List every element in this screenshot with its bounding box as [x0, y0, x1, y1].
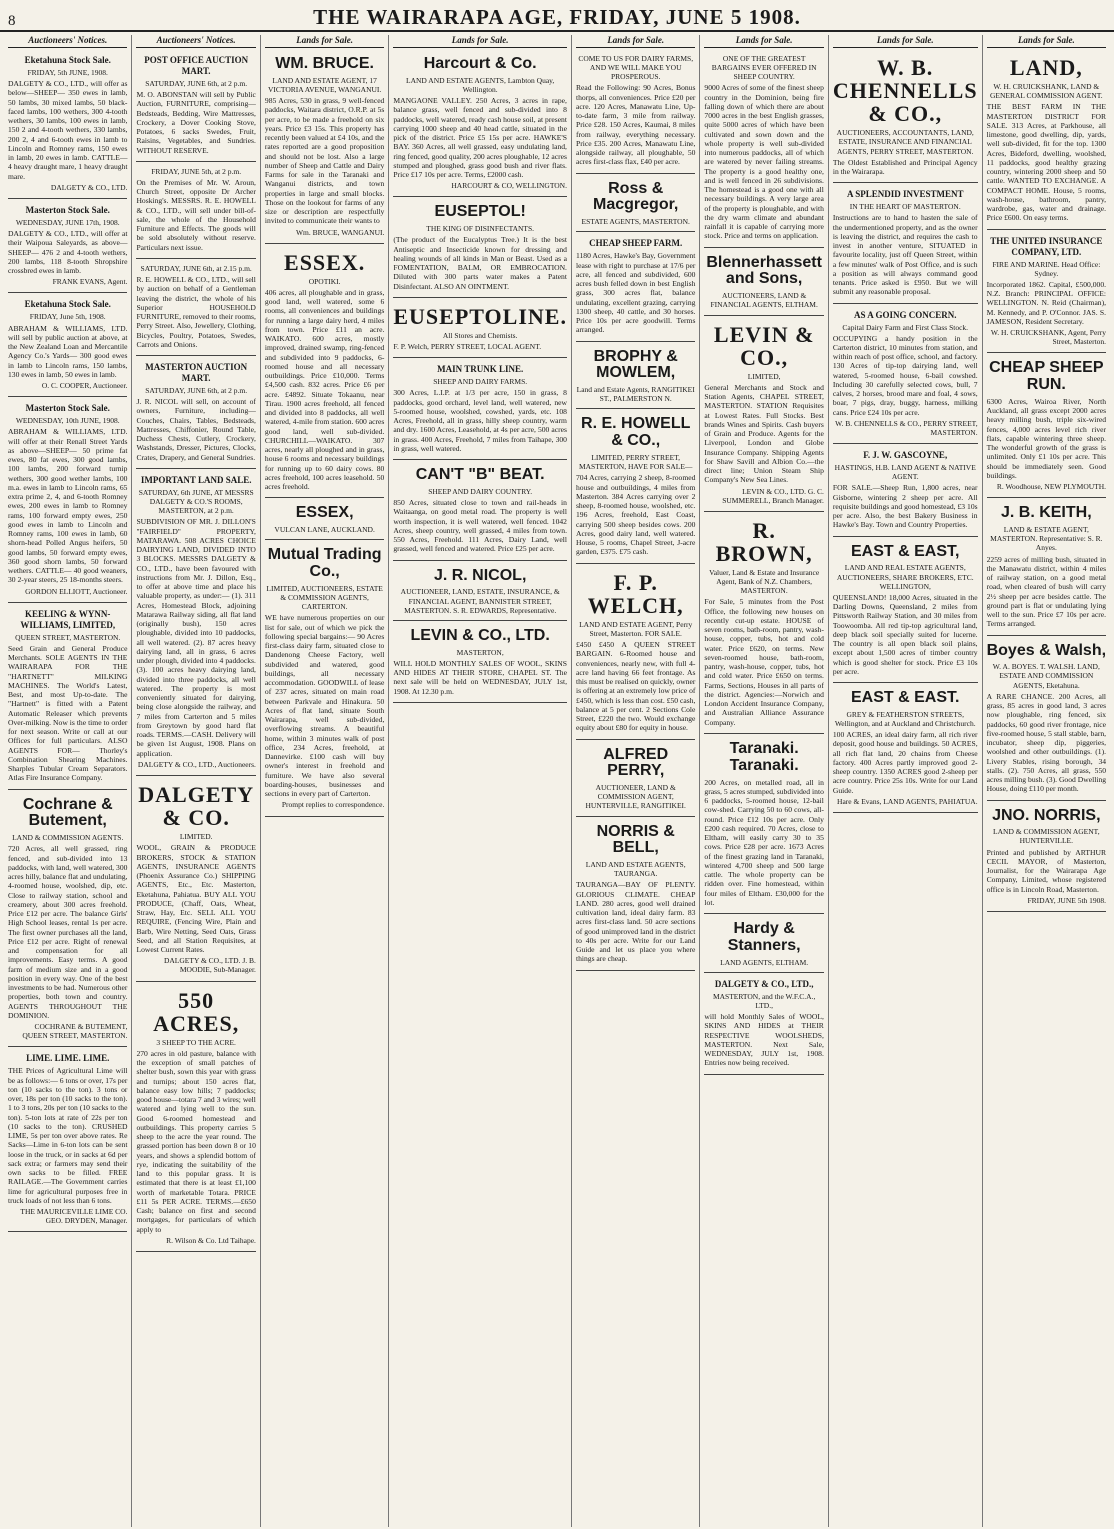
- ad-title: ALFRED PERRY,: [603, 745, 669, 780]
- ad-signature: Prompt replies to correspondence.: [281, 800, 385, 810]
- advertisement: [704, 250, 823, 316]
- ad-subtitle: LIMITED, PERRY STREET, MASTERTON, HAVE FOR SALE—: [578, 453, 693, 472]
- ad-title: Hardy & Stanners,: [727, 920, 801, 954]
- ad-title: CHEAP SHEEP RUN.: [989, 359, 1104, 394]
- ad-body: DALGETY & CO., LTD., will offer at their Waipoua Saleyards, as above—SHEEP— 476 2 and 4-tooth wethers, 200 lambs, 118 8-tooth Shropshire crossbred ewes in lamb.: [8, 229, 128, 276]
- ad-body: Printed and published by ARTHUR CECIL MAYOR, of Masterton, Journalist, for the Wairarapa Age Company, Limited, whose registered office is in Lincoln Road, Masterton.: [986, 847, 1107, 894]
- advertisement: [704, 514, 823, 734]
- ad-signature: Wm. BRUCE, WANGANUI.: [295, 227, 385, 237]
- ad-subtitle: All Stores and Chemists.: [442, 330, 518, 340]
- ad-body: 1180 Acres, Hawke's Bay, Government lease with right to purchase at 17/6 per acre, all fenced and subdivided, 600 acres bush felled down in best English grass, 300 acres flat, balance undulating, excellent grazing, carrying 1300 sheep, 40 cattle, and 30 horses. Price 10s per acre goodwill. Terms arranged.: [575, 251, 696, 335]
- column-1: [4, 35, 132, 1527]
- ad-title: IMPORTANT LAND SALE.: [140, 474, 252, 485]
- ad-subtitle: SATURDAY, 6th JUNE, AT MESSRS DALGETY & CO.'S ROOMS, MASTERTON, at 2 p.m.: [138, 487, 254, 516]
- ad-title: MASTERTON AUCTION MART.: [145, 362, 248, 384]
- ad-title: Eketahuna Stock Sale.: [24, 54, 111, 65]
- ad-body: Instructions are to hand to hasten the sale of the undermentioned property, and as the owner is leaving the district, and requires the cash to invest in another venture, SITUATED in favourite locality, just off Queen Street, within a few minutes' walk of Post Office, and is such a position as will always command good tenants. Price asked is £950. But we will submit any reasonable proposal.: [832, 213, 978, 297]
- ad-subtitle: FRIDAY, June 5th, 1908.: [29, 312, 106, 322]
- advertisement: [576, 234, 695, 341]
- ad-title: R. E. HOWELL & CO.,: [581, 415, 691, 450]
- advertisement: [393, 300, 567, 358]
- advertisement: [833, 446, 978, 537]
- ad-subtitle: THE KING OF DISINFECTANTS.: [426, 224, 535, 234]
- column-heading: Lands for Sale.: [393, 35, 567, 48]
- ad-subtitle: LAND AND ESTATE AGENT, Perry Street, Masterton. FOR SALE.: [579, 619, 693, 638]
- ad-subtitle: OPOTIKI.: [308, 276, 341, 286]
- ad-body: 270 acres in old pasture, balance with the exception of small patches of shelter bush, sown this year with grass and turnips; about 150 acres flat, balance easy low hills; 7 paddocks; good house—totara 7 and 3 wires; well watered and lying well to the sun. Good 6-roomed homestead and outbuildings. This property carries 5 sheep to the acre the year round. The grassed portion has been down 8 or 10 years, and shows a splendid bottom of rye, indicating the suitability of the land to this popular grass. It is estimated that there is at least £1,100 worth of marketable Totara. PRICE £11 5s PER ACRE. TERMS.—£650 Cash; balance on first and second mortgages, for particulars of which apply to: [136, 1048, 256, 1234]
- ad-title: EAST & EAST.: [851, 689, 960, 707]
- ad-signature: O. C. COOPER, Auctioneer.: [41, 381, 128, 391]
- ad-subtitle: W. H. CRUICKSHANK, LAND & GENERAL COMMISSION AGENT.: [989, 82, 1103, 101]
- ad-title: F. J. W. GASCOYNE,: [863, 450, 948, 461]
- advertisement: [704, 736, 823, 914]
- ad-title: AS A GOING CONCERN.: [853, 309, 957, 320]
- ad-subtitle: Valuer, Land & Estate and Insurance Agent, Bank of N.Z. Chambers, MASTERTON.: [709, 568, 820, 596]
- ad-title: EUSEPTOL!: [434, 203, 526, 221]
- ad-subtitle: LAND AND ESTATE AGENTS, Lambton Quay, Wellington.: [406, 75, 555, 94]
- advertisement: [987, 803, 1106, 912]
- advertisement: [393, 462, 567, 560]
- advertisement: [704, 318, 823, 512]
- advertisement: [136, 358, 255, 469]
- ad-body: R. E. HOWELL & CO., LTD., will sell by auction on behalf of a Gentleman leaving the district, the whole of his Superior HOUSEHOLD FURNITURE, removed to their rooms, Perry Street. Also, Jewellery, Clothing, Bicycles, Poultry, Potatoes, Swedes, Carrots and Onions.: [136, 275, 256, 349]
- ad-title: JNO. NORRIS,: [992, 806, 1101, 824]
- advertisement: [987, 638, 1106, 801]
- column-2: [132, 35, 260, 1527]
- ad-subtitle: AUCTIONEER, LAND, ESTATE, INSURANCE, & FINANCIAL AGENT, BANNISTER STREET, MASTERTON. S. R. EDWARDS, Representative.: [400, 587, 560, 615]
- masthead: [0, 0, 1114, 32]
- column-7: [829, 35, 983, 1527]
- advertisement: [8, 51, 127, 199]
- ad-signature: HARCOURT & CO, WELLINGTON.: [451, 181, 567, 191]
- ad-title: WM. BRUCE.: [275, 54, 374, 72]
- ad-subtitle: SATURDAY, JUNE 6th, at 2 p.m.: [145, 386, 248, 396]
- page-number: 8: [8, 13, 16, 29]
- ad-signature: DALGETY & CO., LTD. J. B. MOODIE, Sub-Manager.: [163, 956, 256, 975]
- ad-title: ESSEX,: [295, 504, 354, 522]
- advertisement: [265, 246, 384, 499]
- ad-subtitle: VULCAN LANE, AUCKLAND.: [274, 525, 375, 535]
- ad-signature: GORDON ELLIOTT, Auctioneer.: [25, 586, 128, 596]
- ad-title: Boyes & Walsh,: [986, 641, 1107, 659]
- column-heading: Lands for Sale.: [576, 35, 695, 48]
- ad-body: A RARE CHANCE. 200 Acres, all grass, 85 acres in good land, 3 acres now ploughable, ring fenced, six paddocks, 60 good river frontage, nice five-roomed house, 5 stall stable, barn, incubator, sheep dip, piggeries, woolshed and other outbuildings. (1). Livery Stables, rising borough, 34 stalls. (2). 750 Acres, all grass, 550 acres milling bush. (3). Good Dwelling House, doing £110 per month.: [986, 691, 1107, 794]
- ad-title: EUSEPTOLINE.: [393, 303, 567, 329]
- ad-subtitle: QUEEN STREET, MASTERTON.: [15, 632, 121, 642]
- advertisement: [987, 51, 1106, 230]
- advertisement: [704, 975, 823, 1075]
- advertisement: [8, 792, 127, 1048]
- ad-subtitle: LAND & COMMISSION AGENT, HUNTERVILLE.: [993, 827, 1100, 846]
- ad-subtitle: IN THE HEART OF MASTERTON.: [849, 202, 961, 212]
- advertisement: [8, 295, 127, 397]
- ad-body: QUEENSLAND! 18,000 Acres, situated in the Darling Downs, Queensland, 2 miles from Pittsworth Railway Station, and 30 miles from Toowoomba. All red tip-top agricultural land, deep black soil specially suited for lucerne. The country is all open black soil plains, except about 1,500 acres of timber country which is good shelter for stock. Price £3 10s per acre.: [832, 592, 978, 676]
- ad-title: MAIN TRUNK LINE.: [437, 364, 524, 375]
- ad-subtitle: LAND AND ESTATE AGENTS, TAURANGA.: [585, 860, 686, 879]
- advertisement: [136, 51, 255, 162]
- ad-body: 985 Acres, 530 in grass, 9 well-fenced paddocks, Waitara district, O.R.P. at 5s per acre, to be made a freehold on six years. Price £3 15s. This property has recently been valued at £4 10s, and the rates reported are a good proposition and should not be lost. Also a large number of Sheep and Cattle and Dairy Farms for sale in the Taranaki and Wanganui districts, and town properties in large and small blocks. Those on the lookout for farms of any size or description are respectfully invited to communicate their wants to: [264, 96, 385, 226]
- advertisement: [8, 1049, 127, 1232]
- column-heading: Lands for Sale.: [987, 35, 1106, 48]
- ad-body: DALGETY & CO., LTD., will offer as below—SHEEP— 350 ewes in lamb, 50 lambs, 30 mixed lambs, 50 black-faced lambs, 100 wethers, 300 4-tooth wethers, 30 lambs, 100 ewes in lamb, 150 2 and 4-tooth wethers, 330 lambs, 200 2, 4 and 6-tooth ewes in lamb to Lincoln and Romney rams, 150 ewes in lamb, 20 ewes in lamb. CATTLE— 4 heavy draught mare, 1 heavy draught mare.: [8, 79, 128, 181]
- advertisement: [833, 306, 978, 445]
- ad-body: 704 Acres, carrying 2 sheep, 8-roomed house and outbuildings, 4 miles from Masterton. 384 Acres carrying over 2 sheep, 8-roomed house, woolshed, etc. 196 Acres, freehold, East Coast, carrying 500 sheep besides cows. 200 Acres, good dairy land, well watered. House, 5 rooms, Chapel Street, J-acre garden, £375. £75 cash.: [575, 473, 696, 557]
- ad-signature: LEVIN & CO., LTD. G. C. SUMMERELL, Branch Manager.: [722, 486, 824, 505]
- ad-title: Ross & Macgregor,: [593, 179, 679, 214]
- ad-subtitle: AUCTIONEER, LAND & COMMISSION AGENT, HUNTERVILLE, RANGITIKEI.: [585, 783, 686, 811]
- ad-body: will hold Monthly Sales of WOOL, SKINS AND HIDES at THEIR RESPECTIVE WOOLSHEDS, MASTERTON. Next Sale, WEDNESDAY, JULY 1st, 1908. Entries now being received.: [704, 1012, 824, 1068]
- advertisement: [704, 916, 823, 973]
- ad-subtitle: LAND & COMMISSION AGENTS.: [12, 833, 124, 843]
- advertisement: [987, 232, 1106, 354]
- ad-title: NORRIS & BELL,: [596, 822, 675, 857]
- advertisement: [833, 51, 978, 183]
- ad-signature: W. B. CHENNELLS & CO., PERRY STREET, MASTERTON.: [835, 418, 978, 438]
- ad-subtitle: LAND AND ESTATE AGENT, 17 VICTORIA AVENUE, WANGANUI.: [267, 75, 382, 94]
- ad-body: For Sale, 5 minutes from the Post Office, the following new houses on recently cut-up estate. HOUSE of seven rooms, bath-room, pantry, wash-house, copper, tubs, hot and cold water. Price £620, on terms. New seven-roomed house, bath-room, pantry, wash-house, copper, tubs, hot and cold water. Price £650 on terms. Farms, Sections, Houses in all parts of the district. Agencies:—Norwich and London Accident Insurance Company, and Australian Alliance Assurance Company.: [704, 597, 824, 727]
- ad-subtitle: SHEEP AND DAIRY FARMS.: [433, 377, 528, 387]
- ad-body: TAURANGA—BAY OF PLENTY. GLORIOUS CLIMATE. CHEAP LAND. 280 acres, good well drained cultivation land, ideal dairy farm. 83 acres first-class land. 50 acre sections of good unimproved land in the district to 40s per acre. Write for our Land Guide and let us place you where things are cheap.: [575, 880, 696, 964]
- ad-subtitle: LAND AGENTS, ELTHAM.: [720, 957, 809, 967]
- ad-body: 406 acres, all ploughable and in grass, good land, well watered, some 6 rooms, all conveniences and buildings for running a large dairy herd, 4 miles from town. Price £11 an acre. WAIKATO. 600 acres, mostly improved, drained swamp, ring-fenced and subdivided into 9 paddocks, 6-roomed house and all necessary outbuildings. Price £10,000. Terms £4,500 cash. 832 acres. Price £6 per acre. £4892. Situate Tokaanu, near Tirau. 1900 acres freehold, all fenced and divided into 8 paddocks, all well watered, 4-mile from station. 600 acres good land, well sub-divided. CHURCHILL—WAIKATO. 307 acres, nearly all ploughed and in grass, house 6 rooms and necessary buildings for running up to 60 dairy cows. 80 acres freehold, 100 acres leasehold. 50 acres freehold.: [264, 287, 385, 492]
- ad-subtitle: Capital Dairy Farm and First Class Stock.: [842, 322, 969, 332]
- ad-subtitle: GREY & FEATHERSTON STREETS, Wellington, and at Auckland and Christchurch.: [834, 709, 976, 729]
- advertisement: [265, 542, 384, 816]
- advertisement: [136, 471, 255, 776]
- ad-body: 2259 acres of milling bush, situated in the Manawatu district, within 4 miles of railway station, on a good metal road, when cleared of bush will carry 2½ sheep per acre besides cattle. The ground part is flat or undulating lying well to the sun. Price £7 10s per acre. Terms arranged.: [986, 554, 1107, 629]
- ad-body: Incorporated 1862. Capital, £500,000. N.Z. Branch: PRINCIPAL OFFICE: WELLINGTON. N. Reid (Chairman), M. Kennedy, and P. O'Connor. JAS. S. JAMESON, Resident Secretary.: [986, 279, 1107, 326]
- ad-body: 100 ACRES, an ideal dairy farm, all rich river deposit, good house and buildings. 50 ACRES, all rich flat land, 20 chains from Cheese factory. 400 Acres partly improved good 2-sheep country. 1350 ACRES good 2-sheep per acre country. Price 25s 10s. Write for our Land Guide.: [832, 730, 978, 795]
- advertisement: [576, 176, 695, 233]
- advertisement: [8, 399, 127, 603]
- ad-title: J. B. KEITH,: [1000, 504, 1092, 522]
- advertisement: [136, 261, 255, 356]
- ad-title: LEVIN & CO.,: [713, 321, 815, 370]
- ad-title: Eketahuna Stock Sale.: [24, 299, 111, 310]
- ad-title: Harcourt & Co.: [423, 54, 537, 72]
- ad-title: EAST & EAST,: [851, 542, 960, 560]
- ad-body: THE Prices of Agricultural Lime will be as follows:— 6 tons or over, 17s per ton (10 sacks to the ton). 3 tons or over, 18s per ton (10 sacks to the ton). 1 to 3 tons, 20s per ton (10 sacks to the ton). 5-ton lots at rate of 22s per ton (10 sacks to the ton). CRUSHED LIME, 5s per ton over above rates. Re Sacks—Lime in 6-ton lots can be sent loose in the truck, or in sacks at 6d per sack extra; or farmers may send their own sacks to be filled. FREE RAILAGE.—The Government carries lime for agricultural purposes free in truck loads of not less than 6 tons.: [8, 1066, 128, 1205]
- advertisement: [987, 355, 1106, 498]
- column-4: [389, 35, 572, 1527]
- ad-body: The Oldest Established and Principal Agency in the Wairarapa.: [832, 157, 978, 176]
- ad-signature: THE MAURICEVILLE LIME CO. GEO. DRYDEN, Manager.: [20, 1207, 128, 1226]
- ad-body: F. P. Welch, PERRY STREET, LOCAL AGENT.: [393, 342, 542, 352]
- advertisement: [393, 199, 567, 297]
- advertisement: [265, 51, 384, 244]
- advertisement: [833, 539, 978, 683]
- newspaper-title: THE WAIRARAPA AGE, FRIDAY, JUNE 5 1908.: [313, 5, 801, 29]
- ad-title: LAND,: [1009, 54, 1083, 80]
- ad-subtitle: LIMITED.: [179, 832, 213, 842]
- ad-signature: Hare & Evans, LAND AGENTS, PAHIATUA.: [837, 796, 978, 806]
- ad-title: Masterton Stock Sale.: [25, 403, 110, 414]
- ad-signature: DALGETY & CO., LTD.: [50, 182, 128, 192]
- ad-subtitle: AUCTIONEERS, ACCOUNTANTS, LAND, ESTATE, INSURANCE AND FINANCIAL AGENTS, PERRY STREET, MASTERTON.: [836, 128, 974, 156]
- advertisement: [265, 500, 384, 540]
- ad-body: 850 Acres, situated close to town and rail-heads in Waitaanga, on good metal road. The property is well worth inspection, it is well watered, well fenced. 1042 Acres, sheep country, well grassed, 4 miles from town. 550 Acres, Freehold. 111 Acres, Dairy Land, well grassed, well fenced and watered. Price £25 per acre.: [393, 498, 567, 554]
- ad-body: On the Premises of Mr. W. Aroun, Church Street, opposite Dr Archer Hosking's. MESSRS. R. E. HOWELL & CO., LTD., will sell under bill-of-sale, the whole of the Household Furniture and Effects. The goods will be sold absolutely without reserve. Particulars next issue.: [136, 177, 256, 252]
- ad-body: M. O. ABONSTAN will sell by Public Auction, FURNITURE, comprising—Bedsteads, Bedding, Wire Mattresses, Crockery, a Dover Cooking Stove, Potatoes, 6 sacks Swedes, Fruit, Raisins, Vegetables, and Sundries. WITHOUT RESERVE.: [136, 90, 256, 155]
- ad-title: A SPLENDID INVESTMENT: [846, 189, 964, 200]
- ad-signature: FRANK EVANS, Agent.: [52, 277, 128, 287]
- ad-title: Cochrane & Butement,: [22, 795, 113, 830]
- ad-subtitle: Land and Estate Agents, RANGITIKEI ST., PALMERSTON N.: [576, 385, 695, 404]
- ad-subtitle: AUCTIONEERS, LAND & FINANCIAL AGENTS, ELTHAM.: [710, 291, 818, 310]
- advertisement: [576, 566, 695, 740]
- ad-body: ABRAHAM & WILLIAMS, LTD. will offer at their Renall Street Yards as above—SHEEP— 50 prime fat ewes, 80 fat ewes, 300 good lambs, 100 lambs, 200 forward turnip wethers, 300 good wether lambs, 100 m.a. ewes in lamb to Lincoln rams, 65 extra prime 2, 4, and 6-tooth Romney ewes, 200 ewes in lamb to Romney rams, 100 forward empty ewes, 250 good ewes in lamb to Lincoln and Romney rams, 100 ewes in lamb, 60 shorn-head Polled Angus heifers, 50 good lambs, 50 forward empty ewes, 360 good shorn lambs, 50 forward wethers. CATTLE— 40 good weaners, 30 2-year steers, 25 18-months steers.: [8, 427, 128, 585]
- ad-body: Read the Following: 90 Acres, Bonus thorps, all conveniences. Price £20 per acre. 120 Acres, Manawatu Line, Up-to-date farm, 3 mile from railway. Price £28. 150 Acres, Kaumai, 8 miles from railway, everything necessary. Price £35. 200 Acres, Manawatu Line, alongside railway, all ploughable, 50 acres first-class flax, £40 per acre.: [575, 83, 696, 167]
- ad-body: THE BEST FARM IN THE MASTERTON DISTRICT FOR SALE. 313 Acres, at Parkhouse, all limestone, good dwelling, dip, yards, well sub-divided, fit for the top. 1300 Acres, Bideford, dwelling, woolshed, 11 paddocks, good healthy grazing country, wintering 2000 sheep and 50 cattle. WANTED TO EXCHANGE. A COMPACT HOME. House, 5 rooms, wash-house, bathroom, pantry, wardrobe, gas, water and drainage. Price £600. On easy terms.: [986, 102, 1107, 223]
- ad-subtitle: SATURDAY, JUNE 6th, at 2.15 p.m.: [140, 263, 252, 273]
- ad-body: General Merchants and Stock and Station Agents, CHAPEL STREET, MASTERTON. STATION Requisites at Lowest Rates. Full Stocks. Best brands Wines and Spirits. Cash buyers of Grain and Produce. Agents for the Liverpool, London and Globe Insurance Company. Shipping Agents for Shaw Savill and Albion Co.—the direct line; Union Steam Ship Company's New Sea Lines.: [704, 382, 824, 485]
- ad-subtitle: LAND & ESTATE AGENT, MASTERTON. Representative: S. R. Anyes.: [990, 525, 1103, 553]
- ad-subtitle: ESTATE AGENTS, MASTERTON.: [581, 217, 690, 227]
- ad-title: J. R. NICOL,: [433, 566, 527, 584]
- ad-signature: R. Woodhouse, NEW PLYMOUTH.: [996, 482, 1107, 492]
- ad-signature: W. H. CRUICKSHANK, Agent, Perry Street, Masterton.: [990, 328, 1107, 347]
- ad-subtitle: LAND AND REAL ESTATE AGENTS, AUCTIONEERS, SHARE BROKERS, ETC. WELLINGTON,: [836, 563, 974, 591]
- advertisement: [8, 605, 127, 790]
- ad-subtitle: COME TO US FOR DAIRY FARMS, AND WE WILL MAKE YOU PROSPEROUS.: [578, 53, 694, 82]
- ad-title: DALGETY & CO.: [138, 781, 255, 831]
- ad-title: F. P. WELCH,: [587, 569, 684, 618]
- ad-body: 9000 Acres of some of the finest sheep country in the Dominion, being fire falling down of which there are about 7000 acres in the best English grasses, quite 5000 acres of which have been cultivated and sown down and the whole property is well sub-divided into numerous paddocks, all of which are watered by never failing streams. The property is a good healthy one, and is well fenced in 26 subdivisions. The homestead is a good one with all necessary buildings. A very large area of the property is ploughable, and with the dry warm climate and abundant rainfall it is capable of carrying more stock. Price and terms on application.: [704, 83, 824, 241]
- ad-subtitle: SATURDAY, JUNE 6th, at 2 p.m.: [145, 78, 248, 88]
- ad-subtitle: ONE OF THE GREATEST BARGAINS EVER OFFERED IN SHEEP COUNTRY.: [711, 53, 817, 82]
- ad-body: WOOL, GRAIN & PRODUCE BROKERS, STOCK & STATION AGENTS, INSURANCE AGENTS (Phoenix Assurance Co.) SHIPPING AGENTS, Etc., Etc. Masterton, Eketahuna, Pahiatua. BUY ALL YOU PRODUCE, (Chaff, Oats, Wheat, Straw, Hay, Etc. SELL ALL YOU REQUIRE, (Fencing Wire, Plain and Barb, Wire Netting, Seed Oats, Grass Seed, and all Station Requisites, at Lowest Current Rates.: [136, 843, 256, 955]
- ad-title: Masterton Stock Sale.: [25, 204, 110, 215]
- ad-title: R. BROWN,: [715, 517, 813, 566]
- ad-subtitle: WEDNESDAY, JUNE 17th, 1908.: [15, 217, 120, 227]
- ad-signature: DALGETY & CO., LTD., Auctioneers.: [137, 759, 256, 769]
- advertisement: [576, 344, 695, 410]
- column-heading: Lands for Sale.: [265, 35, 384, 48]
- ad-title: ESSEX.: [284, 249, 366, 275]
- advertisement: [576, 411, 695, 563]
- advertisement: [136, 984, 255, 1252]
- advertisement: [987, 500, 1106, 635]
- ad-title: THE UNITED INSURANCE COMPANY, LTD.: [990, 235, 1103, 257]
- ad-subtitle: MASTERTON, and the W.F.C.A., LTD.,: [712, 991, 816, 1010]
- ad-body: 300 Acres, L.I.P. at 1/3 per acre, 150 in grass, 8 paddocks, good orchard, level land, well watered, new 5-roomed house, woolshed, cowshed, yards, etc. 108 Acres, Freehold, all in grass, hilly sheep country, warm and dry. 1600 Acres, Leasehold, at 4s per acre, 500 acres in grass. 400 Acres, Freehold, 7 miles from Taihape, 300 in grass, well watered.: [393, 388, 567, 453]
- ad-subtitle: HASTINGS, H.B. LAND AGENT & NATIVE AGENT.: [834, 463, 976, 482]
- ad-body: SUBDIVISION OF MR. J. DILLON'S "FAIRFIELD" PROPERTY, MATARAWA. 508 ACRES CHOICE DAIRYING LAND, DIVIDED INTO 3 BLOCKS. MESSRS DALGETY & CO., LTD., have been favoured with instructions from Mr. J. Dillon, Esq., to offer at above time and place his valuable property, as under:— (1). 311 Acres, Homestead Block, adjoining Matarawa Railway siding, all flat land (originally bush), 150 acres ploughable, divided into 10 paddocks, all well watered. (2). 87 acres heavy dairying land, all in grass, 6 acres under plough, divided into 4 paddocks. (3). 100 acres heavy dairying land, divided into three paddocks, all well watered. The property is most conveniently situated for dairying, being close alongside the railway, and 7 miles from Carterton and 5 miles from Greytown by good hard flat roads. TERMS.—CASH. Delivery will be given 1st August, 1908. Plans on application.: [136, 517, 256, 758]
- ad-title: KEELING & WYNN-WILLIAMS, LIMITED,: [20, 608, 116, 630]
- advertisement: [393, 51, 567, 197]
- column-6: [700, 35, 828, 1527]
- advertisement: [8, 201, 127, 294]
- column-heading: Lands for Sale.: [833, 35, 978, 48]
- ad-title: LEVIN & CO., LTD.: [410, 626, 550, 644]
- ad-title: Blennerhassett and Sons,: [706, 253, 822, 288]
- ad-signature: COCHRANE & BUTEMENT, QUEEN STREET, MASTERTON.: [22, 1022, 128, 1041]
- ad-subtitle: FRIDAY, 5th JUNE, 1908.: [27, 67, 108, 77]
- ad-body: 6300 Acres, Wairoa River, North Auckland, all grass except 2000 acres heavy milling bush, triple six-wired fences, 4,000 acres level rich river flats, capable wintering three sheep. The wonderful growth of the grass is unlimited. Only £1 10s per acre. This should be immediately seen. Good buildings.: [986, 396, 1107, 480]
- ad-title: Taranaki. Taranaki.: [729, 739, 799, 774]
- ad-title: 550 ACRES,: [153, 987, 240, 1036]
- ad-body: ABRAHAM & WILLIAMS, LTD. will sell by public auction at above, at the New Zealand Loan and Mercantile Agency Co.'s Yards— 300 good ewes in lamb to Lincoln rams, 150 lambs, 130 ewes in lamb, 50 ewes in lamb.: [8, 323, 128, 379]
- advertisement: [576, 742, 695, 817]
- ad-subtitle: WEDNESDAY, 10th JUNE, 1908.: [15, 416, 120, 426]
- ad-body: 200 Acres, on metalled road, all in grass, 5 acres stumped, subdivided into 6 paddocks, 5-roomed house, 12-bail cow-shed. Carrying 50 to 60 cows, all-round. Price £12 10s per acre. Only £200 cash required. 70 Acres, close to Eltham, will easily carry 30 to 35 cows. Price £28 per acre. 1673 Acres of the finest grazing land in Taranaki, wintered 4,700 sheep and 500 large cattle. The whole property can be ridden over. Fine homestead, within four miles of Eltham. £30,000 for the lot.: [704, 777, 824, 907]
- ad-body: (The product of the Eucalyptus Tree.) It is the best Antiseptic and Insecticide known for dressing and healing wounds of all kinds in Man or Beast. Used as a FOMENTATION, BALM, OR EMBROCATION. Diluted with 300 parts water makes a Patent Disinfectant. ALSO AN OINTMENT.: [393, 235, 567, 291]
- ad-title: DALGETY & CO., LTD.,: [714, 978, 814, 989]
- ad-signature: FRIDAY, JUNE 5th 1908.: [1027, 895, 1107, 905]
- ad-subtitle: LIMITED,: [747, 371, 781, 381]
- advertisement: [136, 778, 255, 982]
- ad-body: 720 Acres, all well grassed, ring fenced, and sub-divided into 13 paddocks, with land, well watered, 300 acres hilly, balance flat and undulating, 4-roomed house, woolshed, dip, etc. Close to railway station, school and creamery, about 300 acres freehold. Price £12 per acre. The balance Girls' High School leases, rental 1s per acre. The first owner purchases all the land, Price £12 per acre. Right of renewal and compensation for all improvements. Easy terms. A good farm of medium size and in a good position in every way. One of the best investments to be had. Numerous other properties, both town and country. AGENTS THROUGHOUT THE DOMINION.: [8, 844, 128, 1020]
- advertisement: [136, 164, 255, 259]
- advertisement: [393, 563, 567, 621]
- column-5: [572, 35, 700, 1527]
- ad-body: OCCUPYING a handy position in the Carterton district, 10 minutes from station, and within reach of post office, school, and factory. 130 Acres of tip-top dairying land, well watered, 5-roomed house, 6-bail cowshed. Including 30 carefully selected cows, bull, 7 calves, 2 horses, brood mare and foal, 4 sows, boar, 7 pigs, dray, buggy, harness, milking cans. Price £24 10s per acre.: [832, 333, 978, 417]
- ad-subtitle: FIRE AND MARINE. Head Office: Sydney.: [992, 259, 1101, 278]
- ad-body: Seed Grain and General Produce Merchants. SOLE AGENTS IN THE WAIRARAPA FOR THE "HARTNETT" MILKING MACHINES. The World's Latest, Best, and most Up-to-date. The "Hartnett" is fitted with a Patent Automatic Releaser which prevents Over-milking. Now is the time to order for next season. Write or call at our Offices for full particulars. ALSO AGENTS FOR— Thorley's Combination Shearing Machines. Sharples Tubular Cream Separators. Atlas Fire Insurance Company.: [8, 643, 128, 783]
- ad-title: W. B. CHENNELLS & CO.,: [832, 54, 978, 127]
- advertisement: [704, 51, 823, 248]
- ad-body: WE have numerous properties on our list for sale, out of which we pick the following special bargains:— 90 Acres first-class dairy farm, situated close to Dandenong Cheese Factory, well subdivided and watered, good buildings, all necessary accommodation. GOODWILL of lease of 237 acres, situated on main road between Parkvale and Hinakura. 50 Acres of flat land, situate South Wairarapa, well sub-divided, overflowing streams. A beautiful home, within 3 minutes walk of post office, 234 Acres, freehold, at Dannevirke. £100 cash will buy owner's interest in freehold and furniture. We have also several boarding-houses, businesses and sections in every part of Carterton.: [264, 613, 385, 799]
- column-heading: Auctioneers' Notices.: [8, 35, 127, 48]
- ad-title: LIME. LIME. LIME.: [26, 1053, 110, 1064]
- ad-subtitle: W. A. BOYES. T. WALSH. LAND, ESTATE AND COMMISSION AGENTS, Eketahuna.: [992, 662, 1100, 690]
- ad-subtitle: SHEEP AND DAIRY COUNTRY.: [428, 487, 533, 497]
- columns: [0, 32, 1114, 1527]
- column-heading: Auctioneers' Notices.: [136, 35, 255, 48]
- ad-body: J. R. NICOL will sell, on account of owners, Furniture, including—Couches, Chairs, Tables, Bedsteads, Mattresses, Chiffonier, Round Table, Duchess Chests, Cutlery, Crockery, Washstands, Dresser, Pictures, Clocks, Crates, Drapery, and General Sundries.: [136, 397, 256, 462]
- column-8: [983, 35, 1110, 1527]
- ad-signature: R. Wilson & Co. Ltd Taihape.: [166, 1235, 256, 1245]
- ad-body: £450 £450 A QUEEN STREET BARGAIN. 6-Roomed house and conveniences, nearly new, with full 4-acre land having 66 feet frontage. As this must be realised on quickly, owner is offering at an extremely low price of £450, which is less than cost. £50 cash, balance at 5 per cent. 2 Sections Cole Street, £220 the two. Would exchange equity about £80 for equity in house.: [575, 640, 696, 733]
- advertisement: [576, 819, 695, 971]
- ad-title: BROPHY & MOWLEM,: [593, 347, 678, 382]
- ad-subtitle: FRIDAY, JUNE 5th, at 2 p.m.: [151, 166, 242, 176]
- ad-body: WILL HOLD MONTHLY SALES OF WOOL, SKINS AND HIDES AT THEIR STORE, CHAPEL ST. The next sale will be held on WEDNESDAY, JULY 1st, 1908. At 12.30 p.m.: [393, 658, 567, 696]
- ad-title: POST OFFICE AUCTION MART.: [144, 54, 249, 76]
- ad-title: CAN'T "B" BEAT.: [415, 466, 545, 484]
- column-3: [261, 35, 389, 1527]
- ad-body: MANGAONE VALLEY. 250 Acres, 3 acres in rape, balance grass, well fenced and sub-divided into 8 paddocks, well watered, ready cash house soil, at present carrying 1000 sheep and 40 head cattle, situated in the pick of the district. Price £5 15s per acre. HAWKE'S BAY. 360 Acres, all well grassed, easy undulating land, ring fenced, good quality, 200 acres ploughable, 12 acres stumped and ploughed, grass good bush and river flats. Price £17 10s per acre. Terms, £2000 cash.: [393, 96, 567, 180]
- advertisement: [833, 185, 978, 303]
- ad-subtitle: 3 SHEEP TO THE ACRE.: [156, 1037, 236, 1047]
- ad-title: Mutual Trading Co.,: [267, 546, 382, 581]
- ad-subtitle: LIMITED, AUCTIONEERS, ESTATE & COMMISSION AGENTS, CARTERTON.: [266, 583, 383, 612]
- column-heading: Lands for Sale.: [704, 35, 823, 48]
- advertisement: [833, 685, 978, 813]
- advertisement: [576, 51, 695, 174]
- ad-body: FOR SALE.—Sheep Run, 1,800 acres, near Gisborne, wintering 2 sheep per acre. All requisite buildings and good homestead, £3 10s per acre. Also, the best Bakery Business in Hawke's Bay. Town and Country Properties.: [832, 483, 978, 530]
- advertisement: [393, 360, 567, 460]
- advertisement: [393, 623, 567, 703]
- ad-title: CHEAP SHEEP FARM.: [589, 238, 683, 249]
- ad-subtitle: MASTERTON,: [456, 647, 504, 657]
